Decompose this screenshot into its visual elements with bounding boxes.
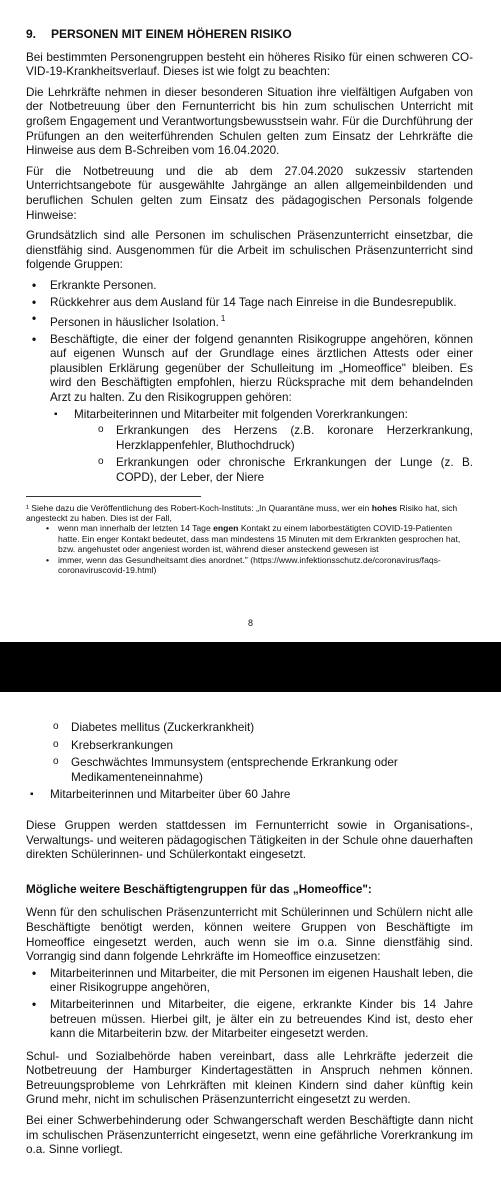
list-item: • Erkrankte Personen.: [26, 279, 473, 294]
intro-paragraph: Bei bestimmten Personengruppen besteht ein höheres Risiko für einen schweren CO-VID-19-Krankheitsverlauf. Dieses ist wie folgt zu beachten:: [26, 50, 473, 79]
list-item: • Mitarbeiterinnen und Mitarbeiter, die mit Personen im eigenen Haushalt leben, die einer Risikogruppe angehören,: [26, 967, 473, 996]
general-rule-paragraph: Grundsätzlich sind alle Personen im schulischen Präsenzunterricht einsetzbar, die dienstfähig sind. Ausgenommen für die Arbeit im schulischen Präsenzunterricht sind folgende Gruppen:: [26, 229, 473, 272]
childcare-paragraph: Schul- und Sozialbehörde haben vereinbart, dass alle Lehrkräfte jederzeit die Notbetreuung der Hamburger Kindertagestätten in Anspruch nehmen können. Betreuungsprobleme von Lehrkräften mit kleinen Kindern sind daher künftig kein Grund mehr, nicht im schulischen Präsenzunterricht eingesetzt zu werden.: [26, 1049, 473, 1107]
subheading: Mögliche weitere Beschäftigtengruppen für das „Homeoffice":: [26, 882, 372, 896]
section-title: PERSONEN MIT EINEM HÖHEREN RISIKO: [51, 27, 292, 41]
list-item: • wenn man innerhalb der letzten 14 Tage engen Kontakt zu einem laborbestätigten COVID-19-Patienten hatte. Ein enger Kontakt bedeutet, dass man mindestens 15 Minuten mit dem Erkrankten gesprochen hat, bzw. angehustet oder angeniest worden ist, während dieser ansteckend gewesen ist: [46, 523, 473, 554]
page-separator: [0, 642, 501, 692]
page-2-content: [26, 719, 473, 1164]
list-item: • Rückkehrer aus dem Ausland für 14 Tage nach Einreise in die Bundesrepublik.: [26, 296, 473, 311]
conditions-list-continued: [26, 721, 473, 785]
footnote-list: [26, 523, 473, 575]
list-item: o Krebserkrankungen: [26, 739, 473, 754]
list-item: • Personen in häuslicher Isolation. $^1$: [26, 312, 473, 330]
list-item: ▪ Mitarbeiterinnen und Mitarbeiter mit folgenden Vorerkrankungen: o Erkrankungen des Herzens (z.B. koronare Herzerkrankung, Herzklappenfehler, Bluthochdruck) o Erkrankungen oder chronische Erkrankungen der Lunge (z. B. COPD), der Leber, der Niere: [50, 408, 473, 486]
risk-group-sublist: [50, 408, 473, 486]
list-item: o Geschwächtes Immunsystem (entsprechende Erkrankung oder Medikamenteneinnahme): [26, 756, 473, 785]
spacer: [26, 869, 473, 883]
list-item: o Diabetes mellitus (Zuckerkrankheit): [26, 721, 473, 736]
age-group-list: [26, 788, 473, 803]
homeoffice-paragraph: Wenn für den schulischen Präsenzunterricht mit Schülerinnen und Schülern nicht alle Beschäftigte benötigt werden, können weitere Gruppen von Beschäftigte im Homeoffice eingesetzt werden, auch wenn sie im o.a. Sinne dienstfähig sind. Vorrangig sind dann folgende Lehrkräfte im Homeoffice einzusetzen:: [26, 906, 473, 964]
list-item: • immer, wenn das Gesundheitsamt dies anordnet." (https://www.infektionsschutz.de/coronavirus/faqs-coronaviruscovid-19.html): [46, 555, 473, 576]
section-heading: [26, 27, 473, 42]
spacer: [26, 805, 473, 819]
footnote-intro: ¹ Siehe dazu die Veröffentlichung des Robert-Koch-Instituts: „In Quarantäne muss, wer ein hohes Risiko hat, sich angesteckt zu haben. Dies ist der Fall,: [26, 502, 458, 523]
list-item: ▪ Mitarbeiterinnen und Mitarbeiter über 60 Jahre: [26, 788, 473, 803]
conditions-list: [74, 424, 473, 485]
excluded-groups-list: [26, 279, 473, 486]
page-1-content: [26, 27, 473, 575]
disability-paragraph: Bei einer Schwerbehinderung oder Schwangerschaft werden Beschäftigte dann nicht im schulischen Präsenzunterricht eingesetzt, wenn eine gefährliche Vorerkrankung im o.a. Sinne vorliegt.: [26, 1114, 473, 1157]
footnote-marker: 1: [220, 314, 226, 324]
remote-work-paragraph: Diese Gruppen werden stattdessen im Fernunterricht sowie in Organisations-, Verwaltungs- und weiteren pädagogischen Tätigkeiten in der Schule ohne dauerhaften direkten Schülerinnen- und Schülerkontakt eingesetzt.: [26, 818, 473, 862]
list-item: • Beschäftigte, die einer der folgend genannten Risikogruppe angehören, können auf eigenen Wunsch auf der Grundlage eines ärztlichen Attests oder einer plausiblen Erklärung gegenüber der Schulleitung im „Homeoffice" bleiben. Es wird den Beschäftigten empfohlen, hierzu Rücksprache mit dem behandelnden Arzt zu halten. Zu den Risikogruppen gehören: ▪ Mitarbeiterinnen und Mitarbeiter mit folgenden Vorerkrankungen: o Erkrankungen des Herzens (z.B. koronare Herzerkrankung, Herzklappenfehler, Bluthochdruck) o Erkrankungen oder chronische Erkrankungen der Lunge (z. B. COPD), der Leber, der Niere: [26, 333, 473, 486]
footnote: [26, 503, 473, 576]
footnote-divider: [26, 496, 201, 497]
homeoffice-groups-list: [26, 967, 473, 1042]
list-item: o Erkrankungen des Herzens (z.B. koronare Herzerkrankung, Herzklappenfehler, Bluthochdruck): [74, 424, 473, 453]
teachers-paragraph: Die Lehrkräfte nehmen in dieser besonderen Situation ihre vielfältigen Aufgaben von der Notbetreuung über den Fernunterricht bis hin zum schulischen Unterricht mit großem Engagement und Verantwortungsbewusstsein wahr. Für die Durchführung der Prüfungen an den weiterführenden Schulen gelten zum Einsatz der Lehrkräfte die Hinweise aus dem B-Schreiben vom 16.04.2020.: [26, 85, 473, 158]
page-number: 8: [247, 618, 253, 628]
emergency-care-paragraph: Für die Notbetreuung und die ab dem 27.04.2020 sukzessiv startenden Unterrichtsangebote für ausgewählte Jahrgänge an allen allgemeinbildenden und beruflichen Schulen gelten zum Einsatz des pädagogischen Personals folgende Hinweise:: [26, 164, 473, 222]
list-item: o Erkrankungen oder chronische Erkrankungen der Lunge (z. B. COPD), der Leber, der Niere: [74, 456, 473, 485]
section-number: 9.: [26, 27, 37, 41]
document-page-2: [0, 692, 501, 1200]
list-item: • Mitarbeiterinnen und Mitarbeiter, die eigene, erkrankte Kinder bis 14 Jahre betreuen müssen. Hierbei gilt, je älter ein zu betreuendes Kind ist, desto eher kann die Mitarbeiterin bzw. der Mitarbeiter eingesetzt werden.: [26, 998, 473, 1042]
